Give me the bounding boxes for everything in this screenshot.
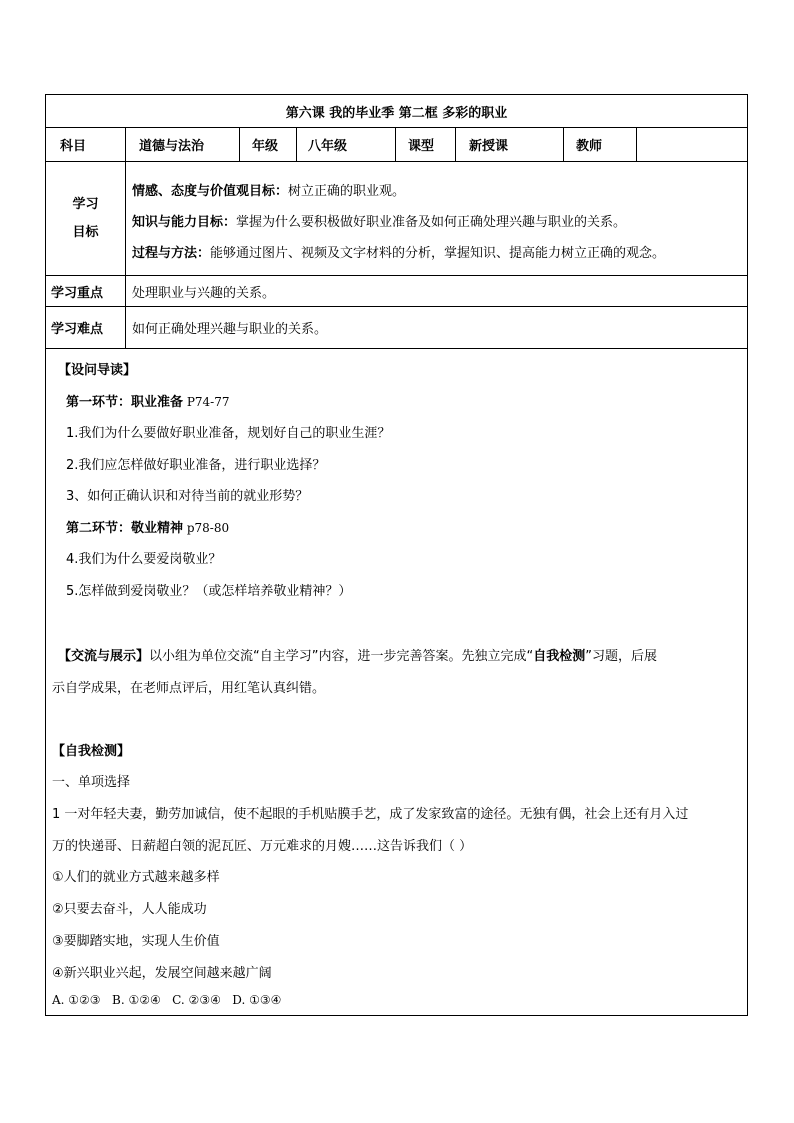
section1-title: 第一环节：职业准备 [66,395,184,410]
exchange-bold: 自我检测 [533,649,586,664]
lesson-title: 第六课 我的毕业季 第二框 多彩的职业 [285,106,508,121]
option-4: ④新兴职业兴起，发展空间越来越广阔 [52,966,272,981]
type-value: 新授课 [456,128,564,161]
goal-head: 知识与能力目标： [132,215,237,230]
difficulty-label: 学习难点 [46,307,126,348]
key-point-text: 处理职业与兴趣的关系。 [132,285,276,301]
section2-heading [66,517,229,536]
question-4: 4.我们为什么要爱岗敬业？ [66,552,222,567]
goal-head: 过程与方法： [132,246,211,261]
section2-title: 第二环节：敬业精神 [66,521,184,536]
goal-text: 掌握为什么要积极做好职业准备及如何正确处理兴趣与职业的关系。 [236,215,627,230]
exchange-paragraph-line1 [58,645,657,664]
goal-text: 能够通过图片、视频及文字材料的分析，掌握知识、提高能力树立正确的观念。 [210,246,666,261]
goal-item-knowledge [132,211,626,230]
teacher-value [637,128,747,161]
type-label: 课型 [396,128,456,161]
selftest-section: 一、单项选择 [52,775,131,790]
grade-label: 年级 [240,128,297,161]
goals-content [126,162,747,275]
goals-label-line2: 目标 [72,224,99,240]
exchange-paragraph-line2: 示自学成果，在老师点评后，用红笔认真纠错。 [52,681,326,696]
difficulty-text: 如何正确处理兴趣与职业的关系。 [132,322,328,337]
goals-row [46,162,747,276]
goal-item-emotion [132,180,405,199]
selftest-question-line2: 万的快递哥、日薪超白领的泥瓦匠、万元难求的月嫂……这告诉我们（ ） [52,839,473,854]
section1-pages: P74-77 [183,395,230,409]
option-3: ③要脚踏实地，实现人生价值 [52,934,220,949]
header-row [46,128,747,162]
exchange-text1: 以小组为单位交流“自主学习”内容，进一步完善答案。先独立完成“ [149,649,534,664]
section1-heading [66,391,230,410]
goal-head: 情感、态度与价值观目标： [132,184,289,199]
difficulty-row [46,307,747,349]
selftest-question-line1: 1 一对年轻夫妻，勤劳加诚信，使不起眼的手机贴膜手艺，成了发家致富的途径。无独有偶，社会上还有月入过 [52,807,689,822]
teacher-label: 教师 [564,128,637,161]
subject-value: 道德与法治 [126,128,240,161]
guide-heading: 【设问导读】 [58,363,137,378]
question-1: 1.我们为什么要做好职业准备，规划好自己的职业生涯？ [66,426,391,441]
answer-choices: A. ①②③ B. ①②④ C. ②③④ D. ①③④ [52,993,282,1007]
question-2: 2.我们应怎样做好职业准备，进行职业选择？ [66,458,326,473]
main-content [46,349,747,1015]
option-2: ②只要去奋斗，人人能成功 [52,902,207,917]
goal-text: 树立正确的职业观。 [288,184,406,199]
key-point-row [46,276,747,307]
goal-item-process [132,242,665,261]
section2-pages: p78-80 [183,521,230,535]
goals-label [46,162,126,275]
exchange-text2: ”习题，后展 [585,649,657,664]
question-3: 3、如何正确认识和对待当前的就业形势？ [66,489,309,504]
exchange-heading: 【交流与展示】 [58,649,150,664]
lesson-plan-table [45,94,748,1016]
grade-value: 八年级 [297,128,396,161]
title-row [46,95,747,128]
subject-label: 科目 [46,128,126,161]
question-5: 5.怎样做到爱岗敬业？（或怎样培养敬业精神？） [66,584,352,599]
key-point-label: 学习重点 [46,276,126,306]
option-1: ①人们的就业方式越来越多样 [52,870,220,885]
selftest-heading: 【自我检测】 [52,744,131,759]
goals-label-line1: 学习 [72,196,99,212]
